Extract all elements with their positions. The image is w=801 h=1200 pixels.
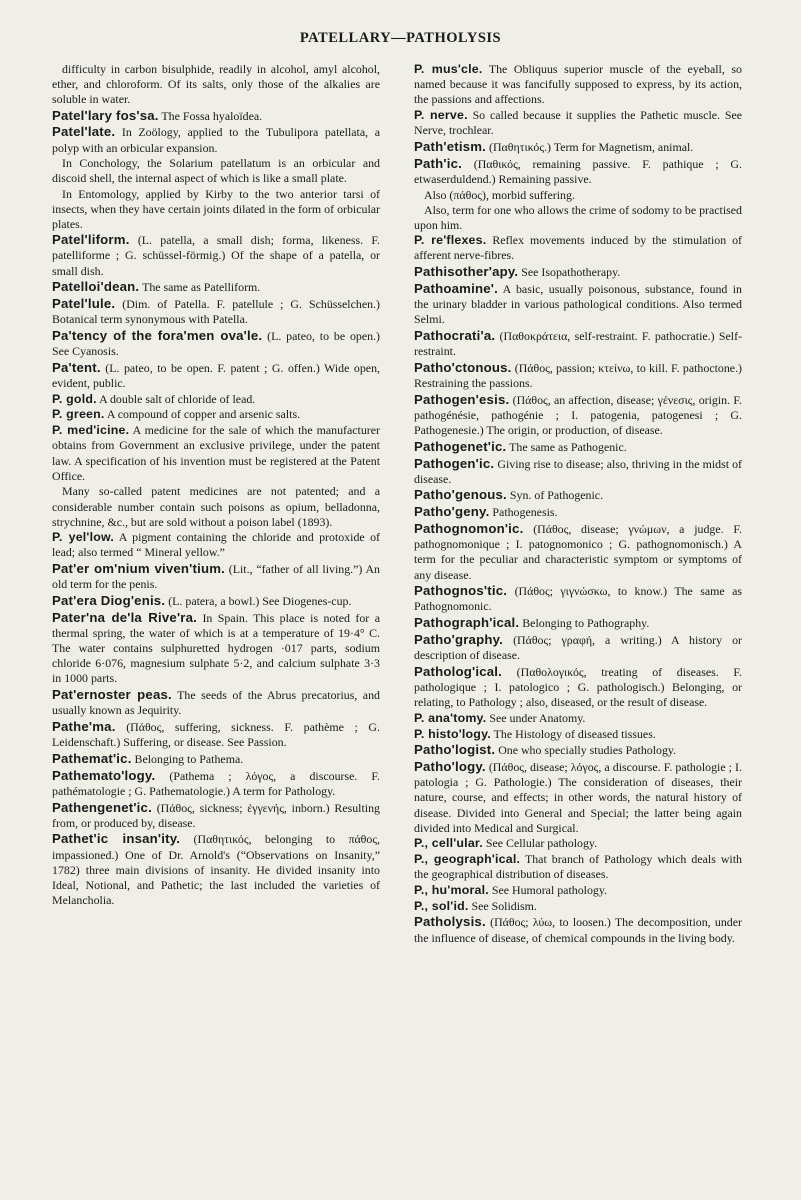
entry-headword: Patho'graphy. <box>414 631 504 647</box>
dictionary-entry <box>414 727 742 742</box>
dictionary-entry <box>52 407 380 422</box>
dictionary-entry <box>52 232 380 279</box>
dictionary-entry <box>52 593 380 609</box>
entry-definition: The same as Pathogenic. <box>509 439 627 454</box>
dictionary-entry <box>414 742 742 758</box>
entry-headword: Patel'liform. <box>52 232 130 248</box>
entry-headword: Pathemat'ic. <box>52 750 132 766</box>
entry-definition: A compound of copper and arsenic salts. <box>106 407 301 422</box>
entry-headword: Pathogen'ic. <box>414 455 495 471</box>
dictionary-entry <box>52 108 380 124</box>
entry-definition: In Conchology, the Solarium patellatum is an orbicular and discoid shell, the internal aspect of which is like a small plate. <box>52 156 380 186</box>
entry-headword: Pathograph'ical. <box>414 615 520 631</box>
entry-definition: So called because it supplies the Pathetic muscle. See Nerve, trochlear. <box>414 108 742 138</box>
entry-definition: difficulty in carbon bisulphide, readily in alcohol, amyl alcohol, ether, and chloroform. Of its salts, only those of the alkalies are soluble in water. <box>52 62 380 107</box>
entry-headword: Path'ic. <box>414 155 462 171</box>
dictionary-entry <box>414 264 742 280</box>
dictionary-entry <box>414 439 742 455</box>
entry-headword: Pathisother'apy. <box>414 264 519 280</box>
dictionary-entry <box>414 583 742 614</box>
dictionary-entry <box>52 610 380 687</box>
entry-definition: (Παθητικός, belonging to πάθος, impassioned.) One of Dr. Arnold's (“Observations on Insanity,” 1782) three main divisions of insanity. He divided insanity into Ideal, Notional, and Pathetic; the last included the varieties of Melancholia. <box>52 832 380 908</box>
entry-definition: See Solidism. <box>471 898 537 913</box>
entry-headword: Patel'lary fos'sa. <box>52 107 159 123</box>
entry-definition: (Dim. of Patella. F. patellule ; G. Schüsselchen.) Botanical term synonymous with Patella. <box>52 297 380 327</box>
entry-definition: (Πάθος, an affection, disease; γένεσις, origin. F. pathogénésie, pathogénie ; I. patogenia, patogenesi ; G. Pathogenesie.) The origin, or production, of disease. <box>414 392 742 438</box>
entry-definition: (Πάθος, disease; γνώμων, a judge. F. pathognomonique ; I. patognomonico ; G. pathognomonisch.) A term for the peculiar and characteristic symptom or symptoms of any disease. <box>414 521 742 582</box>
entry-headword: Pat'era Diog'enis. <box>52 592 166 608</box>
entry-definition: That branch of Pathology which deals with the geographical distribution of diseases. <box>414 852 742 882</box>
entry-headword: Patel'late. <box>52 124 116 140</box>
entry-headword: Pater'na de'la Rive'ra. <box>52 609 198 625</box>
entry-definition: In Zoölogy, applied to the Tubulipora patellata, a polyp with an orbicular expansion. <box>52 125 380 155</box>
entry-definition: The same as Patelliform. <box>142 280 261 295</box>
entry-headword: Patel'lule. <box>52 296 116 312</box>
dictionary-entry <box>414 456 742 487</box>
dictionary-entry <box>52 279 380 295</box>
entry-definition: Many so-called patent medicines are not patented; and a considerable number contain such poisons as opium, belladonna, strychnine, &c., but are sold without a poison label (1893). <box>52 484 380 529</box>
dictionary-entry <box>414 139 742 155</box>
entry-definition: See Cellular pathology. <box>485 836 598 851</box>
entry-headword: Pat'ernoster peas. <box>52 687 172 703</box>
entry-headword: P. med'icine. <box>52 423 130 438</box>
entry-definition: (L. patella, a small dish; forma, likeness. F. patelliforme ; G. schüssel-förmig.) Of the shape of a patella, or small dish. <box>52 233 380 278</box>
entry-definition: Giving rise to disease; also, thriving in the midst of disease. <box>414 456 742 486</box>
dictionary-entry <box>52 530 380 560</box>
entry-headword: Pathogenet'ic. <box>414 438 507 454</box>
entry-definition: (Παθικός, remaining passive. F. pathique ; G. etwaserduldend.) Remaining passive. <box>414 156 742 186</box>
dictionary-entry <box>52 124 380 155</box>
dictionary-entry <box>52 719 380 750</box>
entry-definition: (Πάθος; λύω, to loosen.) The decomposition, under the influence of disease, of chemical compounds in the living body. <box>414 915 742 945</box>
entry-headword: Path'etism. <box>414 139 487 155</box>
entry-definition: (L. pateo, to be open.) See Cyanosis. <box>52 328 381 359</box>
entry-headword: P. mus'cle. <box>414 62 483 76</box>
entry-headword: Patholysis. <box>414 914 486 930</box>
entry-definition: A basic, usually poisonous, substance, found in the urinary bladder in various pathological conditions. Also termed Selmi. <box>414 281 742 327</box>
running-head: PATELLARY—PATHOLYSIS <box>299 30 502 46</box>
entry-definition: (Πάθος, sickness; ἐγγενής, inborn.) Resulting from, or produced by, disease. <box>52 800 380 830</box>
dictionary-entry <box>52 561 380 592</box>
entry-headword: Patho'logy. <box>414 758 486 774</box>
entry-headword: Pathognos'tic. <box>414 583 508 599</box>
dictionary-entry <box>52 751 380 767</box>
entry-definition: In Spain. This place is noted for a thermal spring, the water of which is at a temperature of 19·4° C. The water contains sulphuretted hydrogen ·017 parts, sodium chloride 6·076, magnesium sulphate 5·2, and calcium sulphate 3·3 in 1000 parts. <box>52 610 380 686</box>
dictionary-entry <box>52 360 380 391</box>
dictionary-entry <box>414 759 742 836</box>
entry-headword: P., cell'ular. <box>414 836 483 851</box>
entry-definition: Syn. of Pathogenic. <box>509 488 604 503</box>
entry-headword: Pathoamine'. <box>414 280 498 296</box>
entry-definition: See Isopathotherapy. <box>521 265 621 280</box>
dictionary-entry <box>414 852 742 882</box>
dictionary-entry <box>414 281 742 328</box>
entry-headword: P. histo'logy. <box>414 726 491 741</box>
entry-headword: P. nerve. <box>414 108 468 123</box>
entry-definition: Also (πάθος), morbid suffering. <box>424 187 575 202</box>
entry-headword: Pathogen'esis. <box>414 391 510 407</box>
entry-headword: P. green. <box>52 407 105 422</box>
dictionary-entry <box>414 487 742 503</box>
dictionary-entry <box>414 615 742 631</box>
left-column <box>52 62 380 909</box>
dictionary-entry <box>414 392 742 439</box>
entry-definition: The seeds of the Abrus precatorius, and usually known as Jequirity. <box>52 688 380 718</box>
dictionary-entry <box>414 632 742 663</box>
entry-definition: (L. patera, a bowl.) See Diogenes-cup. <box>168 593 352 608</box>
entry-headword: Pathemato'logy. <box>52 767 156 783</box>
entry-definition: Belonging to Pathema. <box>134 751 244 766</box>
entry-definition: (Πάθος, passion; κτείνω, to kill. F. pathoctone.) Restraining the passions. <box>414 360 742 391</box>
dictionary-entry <box>414 914 742 945</box>
entry-definition: (Παθητικός.) Term for Magnetism, animal. <box>489 140 694 155</box>
dictionary-entry <box>52 831 380 908</box>
entry-definition: (Πάθος, suffering, sickness. F. pathème ; G. Leidenschaft.) Suffering, or disease. See Passion. <box>52 720 380 750</box>
entry-definition: The Histology of diseased tissues. <box>493 726 656 741</box>
entry-definition: Belonging to Pathography. <box>522 616 650 631</box>
entry-headword: P. ana'tomy. <box>414 710 487 725</box>
dictionary-entry <box>414 108 742 138</box>
dictionary-entry <box>52 768 380 799</box>
entry-definition: A double salt of chloride of lead. <box>99 391 256 406</box>
dictionary-entry <box>414 504 742 520</box>
entry-headword: Pathet'ic insan'ity. <box>52 831 181 847</box>
entry-headword: P., hu'moral. <box>414 883 489 898</box>
dictionary-entry <box>52 62 380 108</box>
entry-definition: (Πάθος, disease; λόγος, a discourse. F. pathologie ; I. patologia ; G. Pathologie.) The consideration of diseases, their nature, course, and effects; in other words, the natural history of disease. Divided into General and Special; the latter being again divided into Medical and Surgical. <box>414 759 742 835</box>
entry-definition: A pigment containing the chloride and protoxide of lead; also termed “ Mineral yellow.” <box>52 530 380 560</box>
dictionary-entry <box>414 836 742 851</box>
entry-definition: The Obliquus superior muscle of the eyeball, so named because it was fancifully supposed to express, by its action, the passions and affections. <box>414 62 742 107</box>
dictionary-entry <box>52 800 380 831</box>
entry-definition: (Παθοκράτεια, self-restraint. F. pathocratie.) Self-restraint. <box>414 328 742 359</box>
dictionary-entry <box>52 296 380 327</box>
entry-headword: Pa'tent. <box>52 359 101 375</box>
entry-headword: Pathognomon'ic. <box>414 520 524 536</box>
dictionary-entry <box>52 484 380 530</box>
entry-definition: (Πάθος; γραφή, a writing.) A history or description of disease. <box>414 632 742 663</box>
dictionary-entry <box>414 62 742 108</box>
dictionary-entry <box>52 156 380 186</box>
entry-definition: A medicine for the sale of which the manufacturer obtains from Government an exclusive privilege, under the patent law. A specification of his invention must be registered at the Patent Office. <box>52 423 380 483</box>
entry-definition: One who specially studies Pathology. <box>498 743 677 758</box>
entry-headword: Patho'logist. <box>414 742 496 758</box>
entry-definition: Reflex movements induced by the stimulation of afferent nerve-fibres. <box>414 233 742 263</box>
entry-headword: Pat'er om'nium viven'tium. <box>52 561 226 576</box>
entry-headword: Pathengenet'ic. <box>52 799 152 815</box>
entry-definition: (Lit., “father of all living.”) An old term for the penis. <box>52 562 380 592</box>
entry-headword: P. gold. <box>52 391 97 406</box>
dictionary-entry <box>414 156 742 187</box>
dictionary-entry <box>414 899 742 914</box>
dictionary-entry <box>52 687 380 718</box>
dictionary-entry <box>52 328 380 359</box>
right-column <box>414 62 742 946</box>
dictionary-entry <box>414 203 742 233</box>
dictionary-entry <box>414 188 742 203</box>
entry-headword: Pathe'ma. <box>52 719 116 735</box>
entry-definition: See under Anatomy. <box>489 710 586 725</box>
entry-definition: The Fossa hyaloïdea. <box>161 108 263 123</box>
dictionary-entry <box>52 423 380 484</box>
entry-headword: Pathocrati'a. <box>414 327 496 343</box>
dictionary-entry <box>414 711 742 726</box>
dictionary-entry <box>414 328 742 359</box>
dictionary-entry <box>52 392 380 407</box>
entry-headword: Pa'tency of the fora'men ova'le. <box>52 327 263 343</box>
entry-definition: (Πάθος; γιγνώσκω, to know.) The same as Pathognomonic. <box>414 584 742 614</box>
entry-definition: See Humoral pathology. <box>491 883 607 898</box>
dictionary-entry <box>414 521 742 583</box>
entry-headword: Patelloi'dean. <box>52 279 140 295</box>
entry-headword: P., geograph'ical. <box>414 852 521 867</box>
dictionary-entry <box>414 233 742 263</box>
dictionary-entry <box>414 883 742 898</box>
entry-headword: P., sol'id. <box>414 898 469 913</box>
entry-definition: (L. pateo, to be open. F. patent ; G. offen.) Wide open, evident, public. <box>52 360 380 391</box>
entry-definition: Also, term for one who allows the crime of sodomy to be practised upon him. <box>414 202 742 233</box>
entry-definition: Pathogenesis. <box>492 505 558 520</box>
entry-headword: P. re'flexes. <box>414 233 487 248</box>
entry-headword: Patholog'ical. <box>414 663 503 679</box>
entry-headword: Patho'ctonous. <box>414 359 512 375</box>
entry-definition: (Pathema ; λόγος, a discourse. F. pathématologie ; G. Pathematologie.) A term for Pathology. <box>52 768 380 798</box>
dictionary-entry <box>52 187 380 233</box>
entry-definition: (Παθολογικός, treating of diseases. F. pathologique ; I. patologico ; G. pathologisch.) Belonging, or relating, to Pathology ; also, diseased, or the result of disease. <box>414 664 742 710</box>
entry-headword: Patho'geny. <box>414 504 490 520</box>
entry-headword: P. yel'low. <box>52 530 115 545</box>
entry-definition: In Entomology, applied by Kirby to the two anterior tarsi of insects, when they have certain joints dilated in the form of orbicular plates. <box>52 186 380 232</box>
dictionary-entry <box>414 360 742 391</box>
dictionary-entry <box>414 664 742 711</box>
entry-headword: Patho'genous. <box>414 487 507 503</box>
